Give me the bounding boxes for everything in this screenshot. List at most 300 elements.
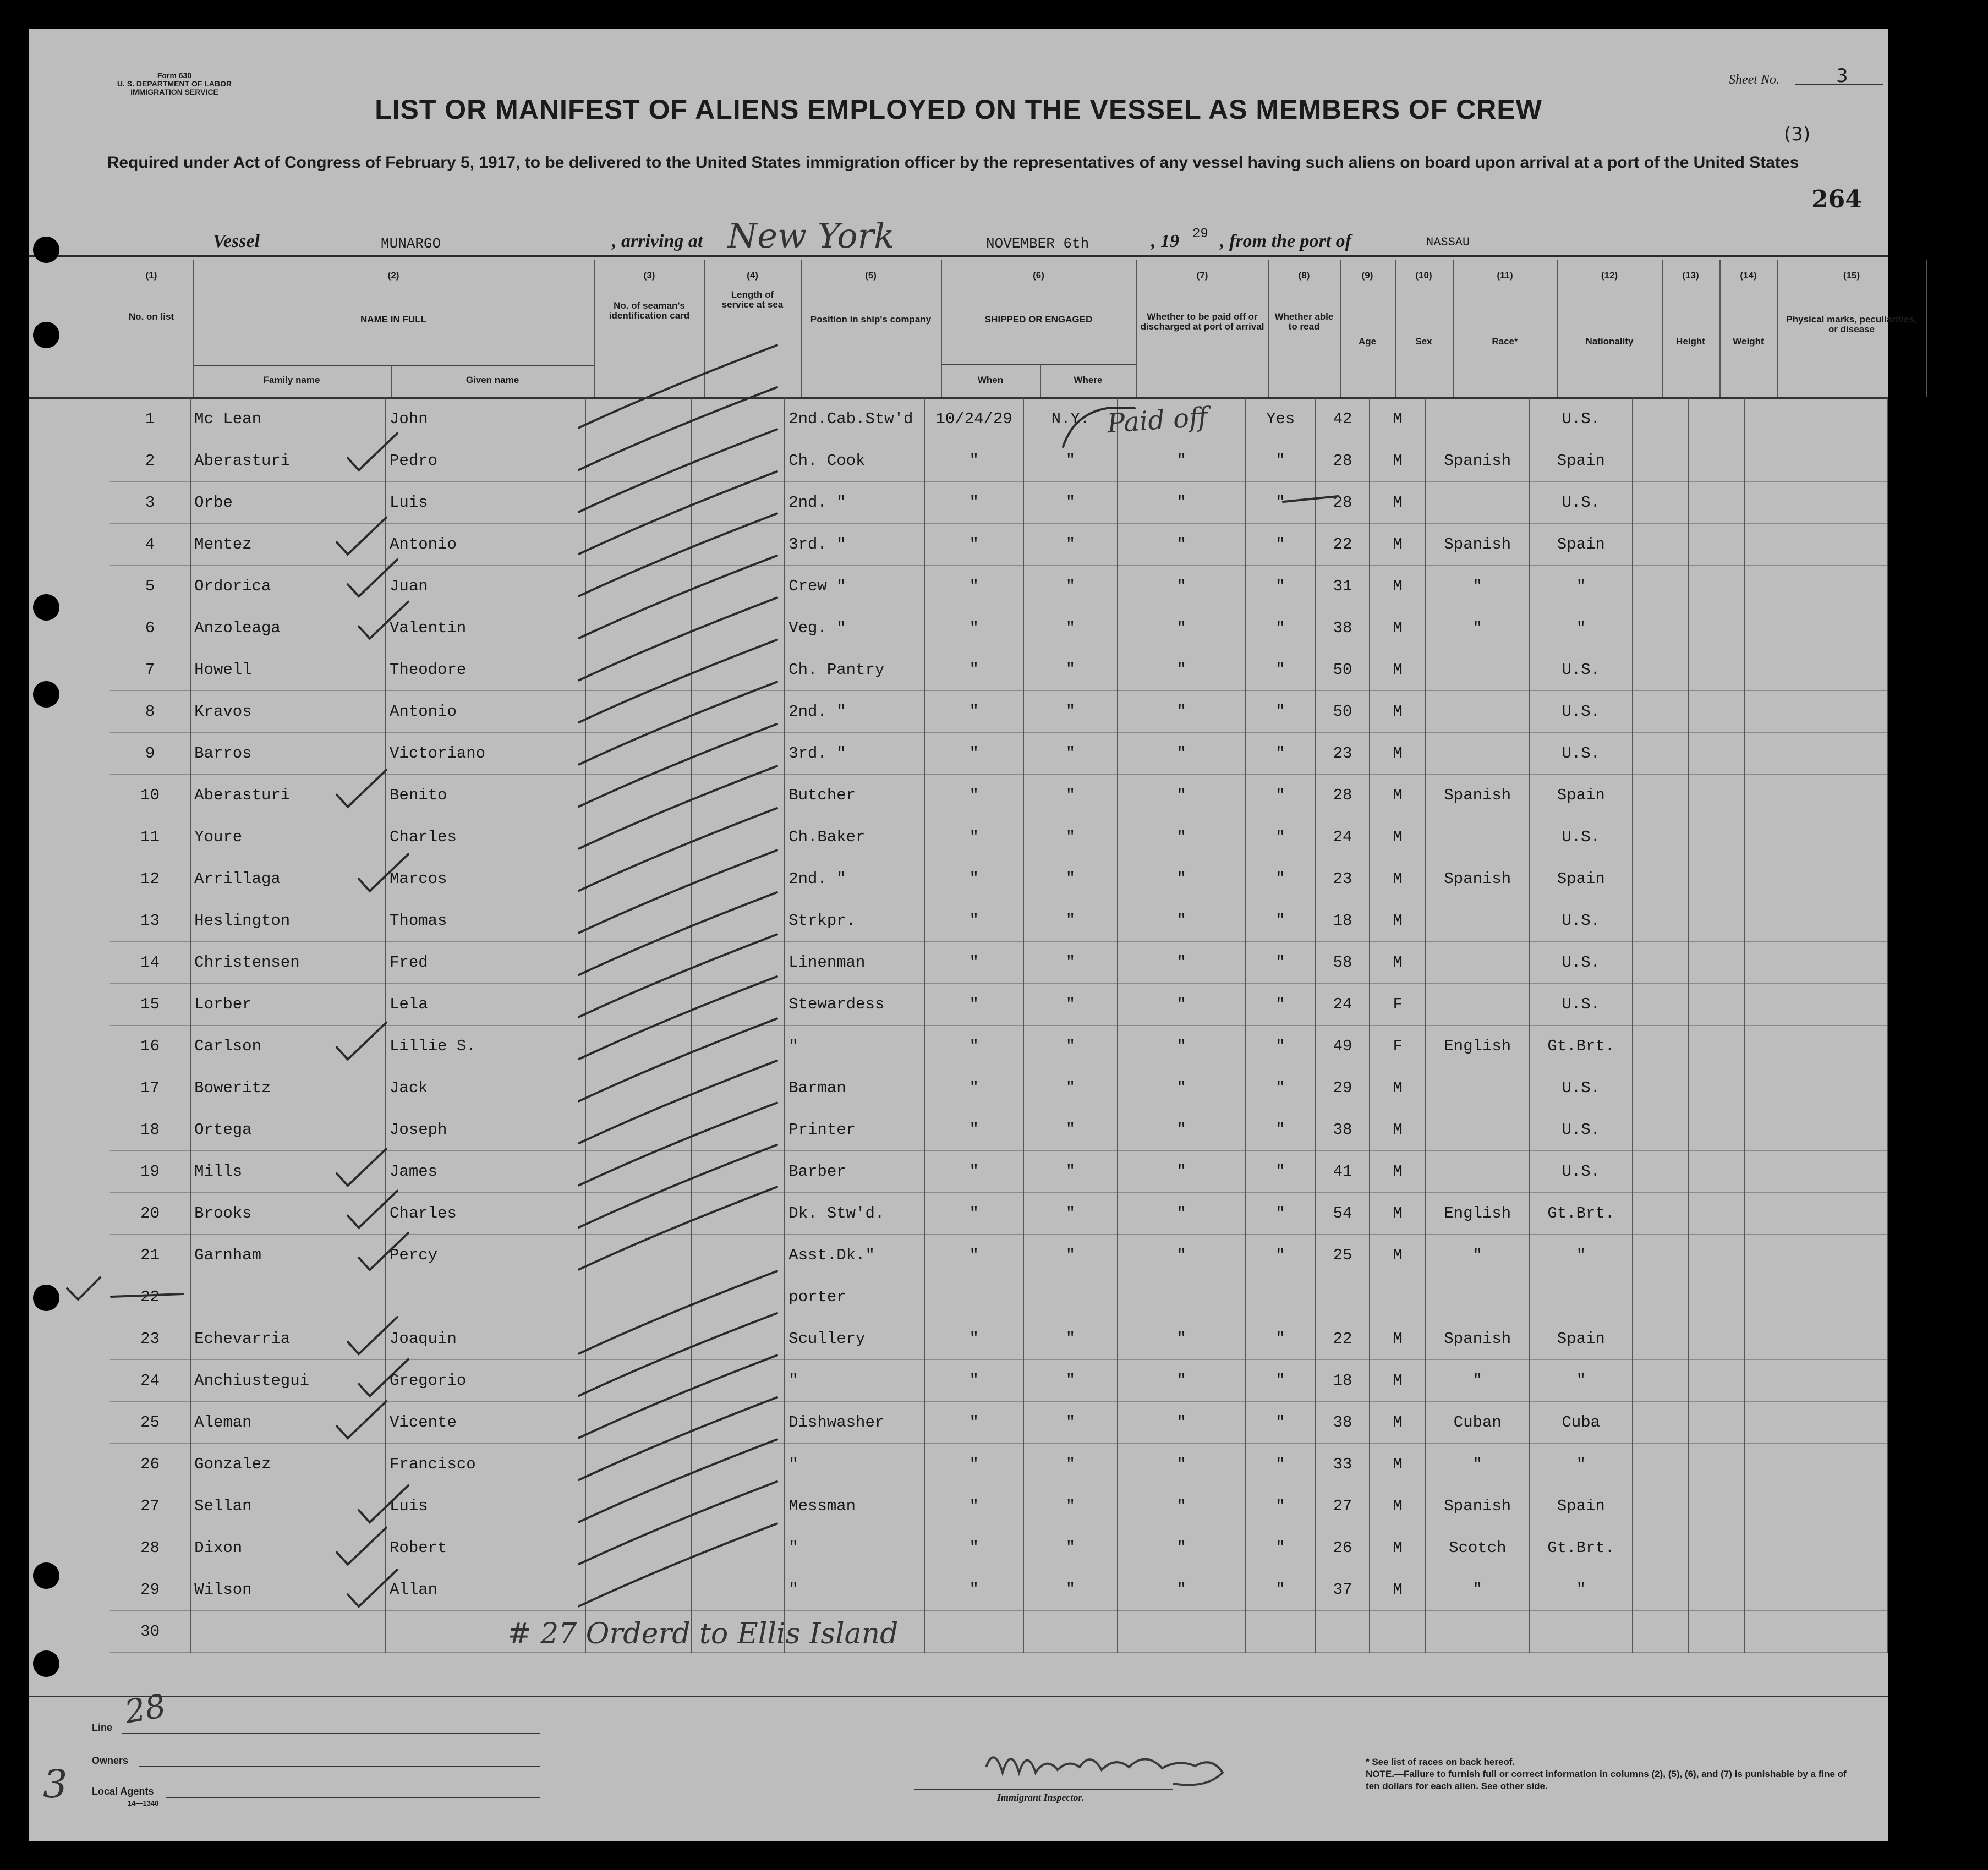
sex-cell: M bbox=[1370, 524, 1426, 566]
shipped-when: " bbox=[925, 1569, 1023, 1611]
from-label: , from the port of bbox=[1220, 231, 1351, 251]
vessel-label: Vessel bbox=[213, 231, 260, 251]
family-name: Lorber bbox=[190, 984, 386, 1026]
row-number: 6 bbox=[110, 607, 190, 649]
nationality-cell: " bbox=[1529, 607, 1633, 649]
shipped-when: " bbox=[925, 1318, 1023, 1360]
inspector-rule bbox=[914, 1789, 1173, 1790]
family-name: Sellan bbox=[190, 1485, 386, 1527]
family-name: Aberasturi bbox=[190, 775, 386, 816]
agents-label: Local Agents bbox=[92, 1786, 154, 1797]
sheet-no-label: Sheet No. bbox=[1729, 73, 1779, 87]
line-label: Line bbox=[92, 1722, 113, 1733]
family-name: Ordorica bbox=[190, 566, 386, 607]
col6-sub-where: Where bbox=[1074, 375, 1103, 385]
paid-off-cell: " bbox=[1118, 1026, 1245, 1067]
given-name: Victoriano bbox=[386, 733, 585, 775]
nationality-cell: " bbox=[1529, 1360, 1633, 1402]
position-cell: Barber bbox=[785, 1151, 924, 1193]
paid-off-cell: " bbox=[1118, 900, 1245, 942]
sex-cell: M bbox=[1370, 1527, 1426, 1569]
age-cell: 38 bbox=[1316, 1109, 1370, 1151]
age-cell: 41 bbox=[1316, 1151, 1370, 1193]
age-cell: 50 bbox=[1316, 649, 1370, 691]
position-cell: Butcher bbox=[785, 775, 924, 816]
able-to-read: " bbox=[1245, 649, 1316, 691]
col8-num: (8) bbox=[1298, 270, 1310, 281]
given-name: Pedro bbox=[386, 440, 585, 482]
race-cell: Spanish bbox=[1426, 1318, 1529, 1360]
position-cell: 2nd. " bbox=[785, 858, 924, 900]
race-cell: " bbox=[1426, 566, 1529, 607]
nationality-cell: Gt.Brt. bbox=[1529, 1026, 1633, 1067]
binder-hole bbox=[33, 237, 59, 263]
given-name: Percy bbox=[386, 1235, 585, 1276]
given-name: Lela bbox=[386, 984, 585, 1026]
footer-notes bbox=[1366, 1756, 1861, 1792]
sex-cell: M bbox=[1370, 775, 1426, 816]
shipped-when: " bbox=[925, 858, 1023, 900]
given-name: Robert bbox=[386, 1527, 585, 1569]
age-cell: 37 bbox=[1316, 1569, 1370, 1611]
position-cell: Scullery bbox=[785, 1318, 924, 1360]
shipped-where: " bbox=[1023, 524, 1118, 566]
shipped-when: " bbox=[925, 1360, 1023, 1402]
col2-sub-given: Given name bbox=[465, 375, 519, 385]
shipped-when: " bbox=[925, 816, 1023, 858]
position-cell: Barman bbox=[785, 1067, 924, 1109]
family-name: Boweritz bbox=[190, 1067, 386, 1109]
shipped-where: " bbox=[1023, 775, 1118, 816]
sex-cell: M bbox=[1370, 900, 1426, 942]
paid-off-cell: " bbox=[1118, 1109, 1245, 1151]
nationality-cell: Spain bbox=[1529, 1318, 1633, 1360]
col1-label: No. on list bbox=[128, 311, 174, 322]
given-name: John bbox=[386, 398, 585, 440]
given-name: Marcos bbox=[386, 858, 585, 900]
row-number: 11 bbox=[110, 816, 190, 858]
position-cell: 2nd. " bbox=[785, 691, 924, 733]
line-rule bbox=[122, 1733, 540, 1734]
able-to-read: " bbox=[1245, 858, 1316, 900]
row-number: 23 bbox=[110, 1318, 190, 1360]
col3-num: (3) bbox=[643, 270, 655, 281]
paid-off-cell: " bbox=[1118, 1151, 1245, 1193]
col12-num: (12) bbox=[1601, 270, 1618, 281]
col13-label: Height bbox=[1676, 336, 1705, 347]
given-name: Allan bbox=[386, 1569, 585, 1611]
able-to-read: " bbox=[1245, 482, 1316, 524]
row-number: 28 bbox=[110, 1527, 190, 1569]
able-to-read: " bbox=[1245, 440, 1316, 482]
col4-label: Length of service at sea bbox=[721, 289, 784, 310]
able-to-read: " bbox=[1245, 1402, 1316, 1444]
able-to-read: " bbox=[1245, 775, 1316, 816]
paid-off-cell: " bbox=[1118, 984, 1245, 1026]
manifest-sheet bbox=[29, 29, 1917, 1841]
paid-off-cell: " bbox=[1118, 1402, 1245, 1444]
given-name: Joaquin bbox=[386, 1318, 585, 1360]
family-name: Arrillaga bbox=[190, 858, 386, 900]
nationality-cell: Spain bbox=[1529, 1485, 1633, 1527]
family-name: Anzoleaga bbox=[190, 607, 386, 649]
row-number: 12 bbox=[110, 858, 190, 900]
age-cell: 28 bbox=[1316, 482, 1370, 524]
shipped-when: " bbox=[925, 440, 1023, 482]
able-to-read: " bbox=[1245, 1444, 1316, 1485]
col3-label: No. of seaman's identification card bbox=[609, 300, 690, 321]
row-number: 24 bbox=[110, 1360, 190, 1402]
age-cell: 58 bbox=[1316, 942, 1370, 984]
family-name: Anchiustegui bbox=[190, 1360, 386, 1402]
race-cell: " bbox=[1426, 1360, 1529, 1402]
race-cell: Spanish bbox=[1426, 440, 1529, 482]
nationality-cell: U.S. bbox=[1529, 900, 1633, 942]
given-name: Luis bbox=[386, 1485, 585, 1527]
shipped-where: " bbox=[1023, 900, 1118, 942]
paid-off-cell: " bbox=[1118, 1527, 1245, 1569]
able-to-read: Yes bbox=[1245, 398, 1316, 440]
position-cell: " bbox=[785, 1569, 924, 1611]
paid-off-cell: " bbox=[1118, 482, 1245, 524]
sex-cell: M bbox=[1370, 1360, 1426, 1402]
position-cell: Linenman bbox=[785, 942, 924, 984]
family-name: Aleman bbox=[190, 1402, 386, 1444]
nationality-cell: U.S. bbox=[1529, 733, 1633, 775]
sex-cell: M bbox=[1370, 649, 1426, 691]
able-to-read: " bbox=[1245, 1067, 1316, 1109]
col5-label: Position in ship's company bbox=[810, 314, 932, 325]
family-name: Mentez bbox=[190, 524, 386, 566]
nationality-cell: " bbox=[1529, 566, 1633, 607]
age-cell: 24 bbox=[1316, 984, 1370, 1026]
family-name: Carlson bbox=[190, 1026, 386, 1067]
paid-off-cell: " bbox=[1118, 524, 1245, 566]
shipped-where: " bbox=[1023, 1193, 1118, 1235]
shipped-when: " bbox=[925, 1444, 1023, 1485]
shipped-when: 10/24/29 bbox=[925, 398, 1023, 440]
family-name: Barros bbox=[190, 733, 386, 775]
pencil-marks bbox=[29, 29, 1888, 1841]
age-cell: 23 bbox=[1316, 858, 1370, 900]
shipped-where: " bbox=[1023, 1527, 1118, 1569]
shipped-where: " bbox=[1023, 1026, 1118, 1067]
age-cell: 49 bbox=[1316, 1026, 1370, 1067]
col2-sub-family: Family name bbox=[263, 375, 320, 385]
sex-cell: M bbox=[1370, 1318, 1426, 1360]
sex-cell: M bbox=[1370, 1569, 1426, 1611]
shipped-when: " bbox=[925, 775, 1023, 816]
race-cell: " bbox=[1426, 607, 1529, 649]
row-number: 30 bbox=[110, 1611, 190, 1653]
position-cell: Messman bbox=[785, 1485, 924, 1527]
shipped-where: " bbox=[1023, 1109, 1118, 1151]
row-number: 14 bbox=[110, 942, 190, 984]
sex-cell: M bbox=[1370, 440, 1426, 482]
shipped-when: " bbox=[925, 1235, 1023, 1276]
from-port: NASSAU bbox=[1426, 235, 1470, 249]
shipped-where: " bbox=[1023, 1151, 1118, 1193]
shipped-when: " bbox=[925, 1485, 1023, 1527]
family-name: Aberasturi bbox=[190, 440, 386, 482]
vessel-name: MUNARGO bbox=[381, 235, 441, 252]
shipped-where: " bbox=[1023, 816, 1118, 858]
age-cell: 23 bbox=[1316, 733, 1370, 775]
family-name: Gonzalez bbox=[190, 1444, 386, 1485]
row-number: 29 bbox=[110, 1569, 190, 1611]
position-cell: Printer bbox=[785, 1109, 924, 1151]
shipped-where: " bbox=[1023, 1569, 1118, 1611]
position-cell: Dk. Stw'd. bbox=[785, 1193, 924, 1235]
able-to-read: " bbox=[1245, 942, 1316, 984]
shipped-when: " bbox=[925, 1527, 1023, 1569]
inspector-label: Immigrant Inspector. bbox=[997, 1792, 1085, 1803]
able-to-read: " bbox=[1245, 733, 1316, 775]
shipped-where: " bbox=[1023, 691, 1118, 733]
given-name: Joseph bbox=[386, 1109, 585, 1151]
able-to-read: " bbox=[1245, 900, 1316, 942]
shipped-where: " bbox=[1023, 440, 1118, 482]
position-cell: 2nd. " bbox=[785, 482, 924, 524]
row-number: 17 bbox=[110, 1067, 190, 1109]
sex-cell: M bbox=[1370, 733, 1426, 775]
inspector-signature bbox=[964, 1734, 1272, 1800]
row-number: 10 bbox=[110, 775, 190, 816]
row-number: 19 bbox=[110, 1151, 190, 1193]
nationality-cell: U.S. bbox=[1529, 1067, 1633, 1109]
nationality-cell: Gt.Brt. bbox=[1529, 1193, 1633, 1235]
given-name: Antonio bbox=[386, 524, 585, 566]
binder-hole bbox=[33, 1650, 59, 1677]
paid-off-cell: " bbox=[1118, 942, 1245, 984]
paid-off-cell: " bbox=[1118, 1360, 1245, 1402]
age-cell: 29 bbox=[1316, 1067, 1370, 1109]
age-cell: 54 bbox=[1316, 1193, 1370, 1235]
binder-hole bbox=[33, 681, 59, 708]
race-cell: Spanish bbox=[1426, 1485, 1529, 1527]
nationality-cell: U.S. bbox=[1529, 691, 1633, 733]
col14-num: (14) bbox=[1740, 270, 1757, 281]
shipped-when: " bbox=[925, 1067, 1023, 1109]
shipped-where: " bbox=[1023, 1485, 1118, 1527]
row-number: 18 bbox=[110, 1109, 190, 1151]
sex-cell: M bbox=[1370, 858, 1426, 900]
footer-rule bbox=[29, 1696, 1888, 1697]
given-name: Valentin bbox=[386, 607, 585, 649]
col11-num: (11) bbox=[1497, 270, 1513, 281]
binder-hole bbox=[33, 594, 59, 621]
owners-rule bbox=[139, 1766, 540, 1767]
shipped-where: " bbox=[1023, 1360, 1118, 1402]
nationality-cell: U.S. bbox=[1529, 984, 1633, 1026]
paid-off-cell: " bbox=[1118, 816, 1245, 858]
family-name: Mc Lean bbox=[190, 398, 386, 440]
age-cell: 38 bbox=[1316, 607, 1370, 649]
age-cell: 25 bbox=[1316, 1235, 1370, 1276]
nationality-cell: U.S. bbox=[1529, 942, 1633, 984]
able-to-read: " bbox=[1245, 1109, 1316, 1151]
position-cell: Veg. " bbox=[785, 607, 924, 649]
given-name: Charles bbox=[386, 816, 585, 858]
position-cell: Ch.Baker bbox=[785, 816, 924, 858]
age-cell: 42 bbox=[1316, 398, 1370, 440]
shipped-when: " bbox=[925, 900, 1023, 942]
paid-off-cell: " bbox=[1118, 1067, 1245, 1109]
col11-label: Race* bbox=[1492, 336, 1518, 347]
paid-off-cell: " bbox=[1118, 1193, 1245, 1235]
nationality-cell: U.S. bbox=[1529, 1151, 1633, 1193]
age-cell: 22 bbox=[1316, 524, 1370, 566]
form-number: Form 630 bbox=[157, 71, 192, 80]
given-name: Lillie S. bbox=[386, 1026, 585, 1067]
note-penalty: NOTE.—Failure to furnish full or correct information in columns (2), (5), (6), and (7) is punishable by a fine of ten dollars for each alien. See other side. bbox=[1366, 1769, 1847, 1791]
row-number: 13 bbox=[110, 900, 190, 942]
row-number: 20 bbox=[110, 1193, 190, 1235]
paid-off-cell: " bbox=[1118, 566, 1245, 607]
age-cell: 27 bbox=[1316, 1485, 1370, 1527]
form-service: IMMIGRATION SERVICE bbox=[130, 87, 218, 96]
given-name: Jack bbox=[386, 1067, 585, 1109]
page-title: LIST OR MANIFEST OF ALIENS EMPLOYED ON THE VESSEL AS MEMBERS OF CREW bbox=[375, 94, 1542, 125]
col6-label: SHIPPED OR ENGAGED bbox=[984, 314, 1093, 325]
col6-num: (6) bbox=[1033, 270, 1044, 281]
position-cell: " bbox=[785, 1444, 924, 1485]
able-to-read: " bbox=[1245, 607, 1316, 649]
col7-label: Whether to be paid off or discharged at port of arrival bbox=[1140, 311, 1264, 332]
given-name: James bbox=[386, 1151, 585, 1193]
shipped-when: " bbox=[925, 1026, 1023, 1067]
shipped-where: " bbox=[1023, 1402, 1118, 1444]
shipped-when: " bbox=[925, 649, 1023, 691]
binder-hole bbox=[33, 1285, 59, 1311]
shipped-when: " bbox=[925, 984, 1023, 1026]
col6-sub-when: When bbox=[977, 375, 1004, 385]
race-cell: Cuban bbox=[1426, 1402, 1529, 1444]
arrival-port: New York bbox=[727, 216, 895, 256]
sex-cell: M bbox=[1370, 1109, 1426, 1151]
year-prefix: , 19 bbox=[1151, 231, 1179, 251]
race-cell: " bbox=[1426, 1569, 1529, 1611]
age-cell: 18 bbox=[1316, 900, 1370, 942]
row-number: 27 bbox=[110, 1485, 190, 1527]
race-cell: English bbox=[1426, 1193, 1529, 1235]
sex-cell: M bbox=[1370, 1151, 1426, 1193]
sex-cell: M bbox=[1370, 398, 1426, 440]
family-name: Christensen bbox=[190, 942, 386, 984]
given-name: Thomas bbox=[386, 900, 585, 942]
able-to-read: " bbox=[1245, 1193, 1316, 1235]
col1-num: (1) bbox=[145, 270, 157, 281]
race-cell: English bbox=[1426, 1026, 1529, 1067]
shipped-where: N.Y. bbox=[1023, 398, 1118, 440]
paid-off-cell: " bbox=[1118, 691, 1245, 733]
shipped-when: " bbox=[925, 1151, 1023, 1193]
paid-off-cell: " bbox=[1118, 858, 1245, 900]
row-number: 25 bbox=[110, 1402, 190, 1444]
row-number: 21 bbox=[110, 1235, 190, 1276]
nationality-cell: U.S. bbox=[1529, 1109, 1633, 1151]
sex-cell: M bbox=[1370, 566, 1426, 607]
form-code: 14—1340 bbox=[128, 1799, 159, 1807]
position-cell: 2nd.Cab.Stw'd bbox=[785, 398, 924, 440]
given-name: Francisco bbox=[386, 1444, 585, 1485]
col8-label: Whether able to read bbox=[1274, 311, 1334, 332]
shipped-where: " bbox=[1023, 858, 1118, 900]
position-cell: 3rd. " bbox=[785, 524, 924, 566]
family-name: Echevarria bbox=[190, 1318, 386, 1360]
shipped-where: " bbox=[1023, 649, 1118, 691]
race-cell: Spanish bbox=[1426, 858, 1529, 900]
col2-num: (2) bbox=[387, 270, 399, 281]
age-cell: 28 bbox=[1316, 440, 1370, 482]
shipped-where: " bbox=[1023, 1067, 1118, 1109]
binder-hole bbox=[33, 1562, 59, 1589]
shipped-when: " bbox=[925, 733, 1023, 775]
position-cell: Asst.Dk." bbox=[785, 1235, 924, 1276]
row-number: 2 bbox=[110, 440, 190, 482]
able-to-read: " bbox=[1245, 1527, 1316, 1569]
family-name: Kravos bbox=[190, 691, 386, 733]
row-number: 4 bbox=[110, 524, 190, 566]
arrival-date: NOVEMBER 6th bbox=[986, 235, 1089, 252]
agents-rule bbox=[166, 1797, 540, 1798]
given-name: Luis bbox=[386, 482, 585, 524]
sex-cell: M bbox=[1370, 1235, 1426, 1276]
nationality-cell: " bbox=[1529, 1235, 1633, 1276]
year-suffix: 29 bbox=[1192, 227, 1208, 242]
given-name: Charles bbox=[386, 1193, 585, 1235]
shipped-when: " bbox=[925, 607, 1023, 649]
nationality-cell: Spain bbox=[1529, 524, 1633, 566]
shipped-when: " bbox=[925, 482, 1023, 524]
sex-cell: F bbox=[1370, 984, 1426, 1026]
sex-cell: M bbox=[1370, 816, 1426, 858]
margin-note-3: 3 bbox=[43, 1762, 68, 1807]
shipped-where: " bbox=[1023, 1235, 1118, 1276]
family-name: Orbe bbox=[190, 482, 386, 524]
shipped-when: " bbox=[925, 1193, 1023, 1235]
row-number: 22 bbox=[110, 1276, 190, 1318]
col15-num: (15) bbox=[1843, 270, 1860, 281]
family-name: Howell bbox=[190, 649, 386, 691]
row-number: 5 bbox=[110, 566, 190, 607]
row-number: 9 bbox=[110, 733, 190, 775]
col14-label: Weight bbox=[1733, 336, 1764, 347]
able-to-read: " bbox=[1245, 1151, 1316, 1193]
able-to-read: " bbox=[1245, 524, 1316, 566]
able-to-read: " bbox=[1245, 1485, 1316, 1527]
col13-num: (13) bbox=[1682, 270, 1699, 281]
shipped-where: " bbox=[1023, 1444, 1118, 1485]
shipped-where: " bbox=[1023, 607, 1118, 649]
paid-off-cell: " bbox=[1118, 649, 1245, 691]
nationality-cell: U.S. bbox=[1529, 398, 1633, 440]
position-cell: Crew " bbox=[785, 566, 924, 607]
row-number: 8 bbox=[110, 691, 190, 733]
paid-off-cell: " bbox=[1118, 1235, 1245, 1276]
able-to-read: " bbox=[1245, 566, 1316, 607]
race-cell: " bbox=[1426, 1444, 1529, 1485]
shipped-where: " bbox=[1023, 482, 1118, 524]
race-cell: Scotch bbox=[1426, 1527, 1529, 1569]
age-cell: 31 bbox=[1316, 566, 1370, 607]
position-cell: porter bbox=[785, 1276, 924, 1318]
age-cell: 50 bbox=[1316, 691, 1370, 733]
arriving-label: , arriving at bbox=[612, 231, 703, 251]
paid-off-cell: " bbox=[1118, 1444, 1245, 1485]
col10-num: (10) bbox=[1415, 270, 1432, 281]
sex-cell: M bbox=[1370, 942, 1426, 984]
